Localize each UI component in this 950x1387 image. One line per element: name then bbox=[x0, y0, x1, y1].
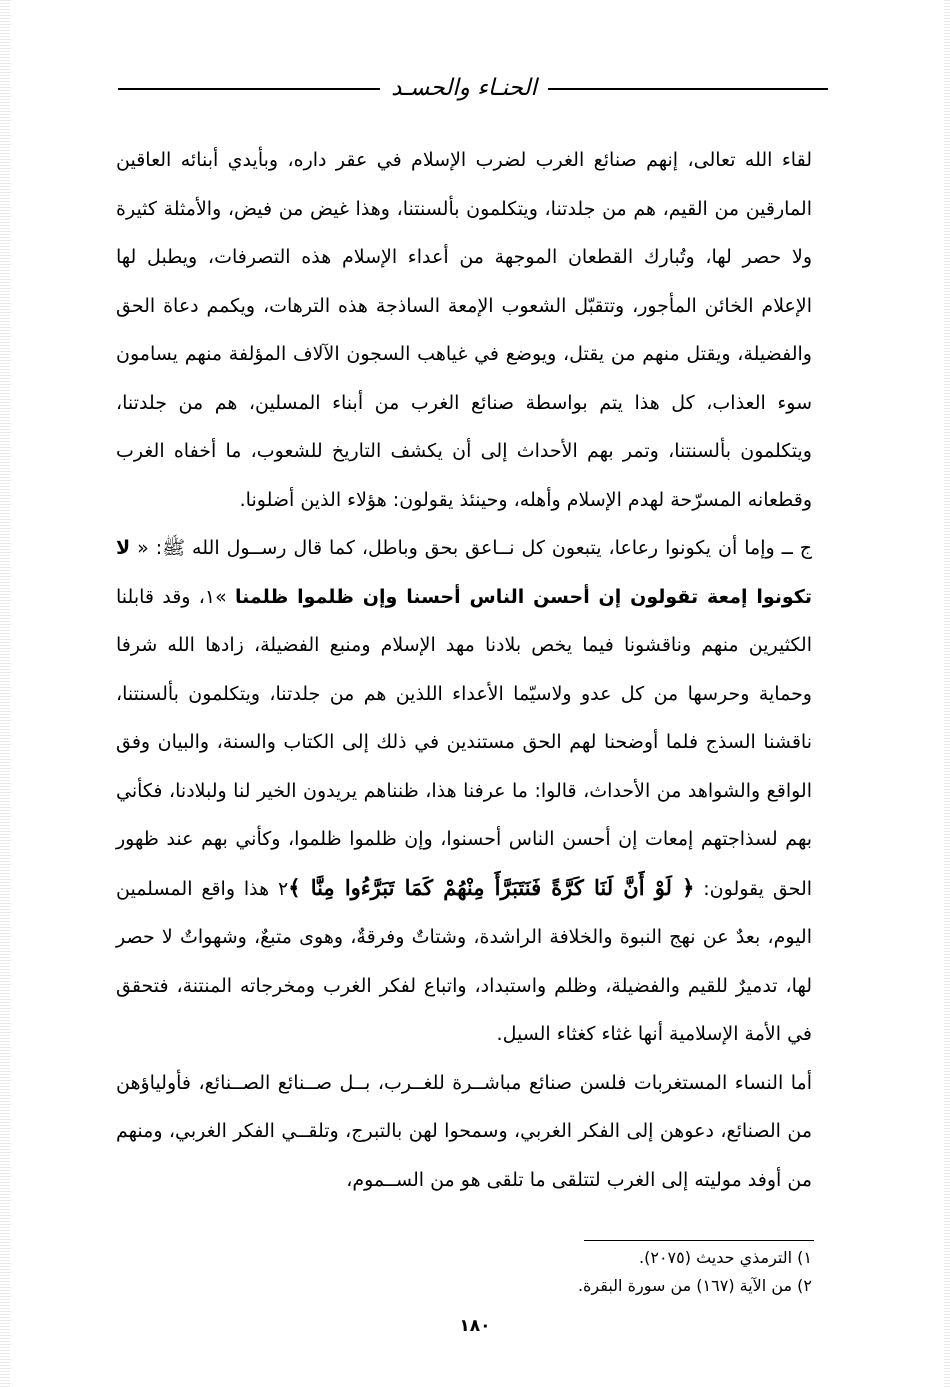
header-title: الحنـاء والحسـد bbox=[391, 75, 537, 101]
running-header bbox=[118, 68, 828, 108]
footnote-2: ٢) من الآية (١٦٧) من سورة البقرة. bbox=[577, 1276, 812, 1295]
footnote-1: ١) الترمذي حديث (٢٠٧٥). bbox=[639, 1248, 812, 1267]
scan-edge-right bbox=[944, 0, 950, 1387]
footnote-separator bbox=[584, 1240, 814, 1241]
paragraph-2-middle: »١، وقد قابلنا الكثيرين منهم وناقشونا فيما يخص بلادنا مهد الإسلام ومنبع الفضيلة، زادها الله شرفا وحماية وحرسها من كل عدو ولاسيّما الأعداء اللذين هم من جلدتنا، ويتكلمون بألسنتنا، ناقشنا السذج فلما أوضحنا لهم الحق مستندين في ذلك إلى الكتاب والسنة، والبيان وفق الواقع والشواهد من الأحداث، قالوا: ما عرفنا هذا، ظنناهم يريدون الخير لنا ولبلادنا، فكأني بهم لسذاجتهم إمعات إن أحسن الناس أحسنوا، وإن ظلموا ظلموا، وكأني بهم عند ظهور الحق يقولون: bbox=[116, 585, 813, 900]
hadith-quote: لا تكونوا إمعة تقولون إن أحسن الناس أحسنا وإن ظلموا ظلمنا bbox=[116, 537, 812, 608]
paragraph-2 bbox=[116, 524, 812, 1059]
quran-verse: ﴿ لَوْ أَنَّ لَنَا كَرَّةً فَنَتَبَرَّأَ مِنْهُمْ كَمَا تَبَرَّءُوا مِنَّا ﴾ bbox=[288, 874, 695, 900]
paragraph-3: أما النساء المستغربات فلسن صنائع مباشــرة للغــرب، بــل صــنائع الصــنائع، فأولياؤهن من الصنائع، دعوهن إلى الفكر الغربي، وسمحوا لهن بالتبرج، وتلقــي الفكر الغربي، ومنهم من أوفد موليته إلى الغرب لتتلقى ما تلقى هو من الســموم، bbox=[116, 1071, 812, 1191]
header-rule-right bbox=[548, 88, 828, 90]
body-text bbox=[116, 136, 812, 1204]
paragraph-2-intro: ج ــ وإما أن يكونوا رعاعا، يتبعون كل نــاعق بحق وباطل، كما قال رســول الله ﷺ: « bbox=[130, 537, 812, 559]
paragraph-2-end: ٢ هذا واقع المسلمين اليوم، بعدٌ عن نهج النبوة والخلافة الراشدة، وشتاتٌ وفرقةٌ، وهوى متبعٌ، وشهواتٌ لا حصر لها، تدميرٌ للقيم والفضيلة، وظلم واستبداد، واتباع لفكر الغرب ومخرجاته المنتنة، فتحقق في الأمة الإسلامية أنها غثاء كغثاء السيل. bbox=[116, 877, 812, 1045]
footnotes bbox=[312, 1244, 812, 1300]
paragraph-1: لقاء الله تعالى، إنهم صنائع الغرب لضرب الإسلام في عقر داره، وبأيدي أبنائه العاقين المارقين من القيم، هم من جلدتنا، ويتكلمون بألسنتنا، وهذا غيض من فيض، والأمثلة كثيرة ولا حصر لها، وتُبارك القطعان الموجهة من أعداء الإسلام هذه التصرفات، ويطبل لها الإعلام الخائن المأجور، وتتقبّل الشعوب الإمعة الساذجة هذه الترهات، ويكمم دعاة الحق والفضيلة، ويقتل منهم من يقتل، ويوضع في غياهب السجون الآلاف المؤلفة منهم يسامون سوء العذاب، كل هذا يتم بواسطة صنائع الغرب من أبناء المسلين، هم من جلدتنا، ويتكلمون بألسنتنا، وتمر بهم الأحداث إلى أن يكشف التاريخ للشعوب، ما أخفاه الغرب وقطعانه المسرّحة لهدم الإسلام وأهله، وحينئذ يقولون: هؤلاء الذين أضلونا. bbox=[116, 149, 812, 511]
scan-edge-left bbox=[0, 0, 10, 1387]
header-rule-left bbox=[118, 88, 380, 90]
page-number: ١٨٠ bbox=[459, 1316, 491, 1336]
